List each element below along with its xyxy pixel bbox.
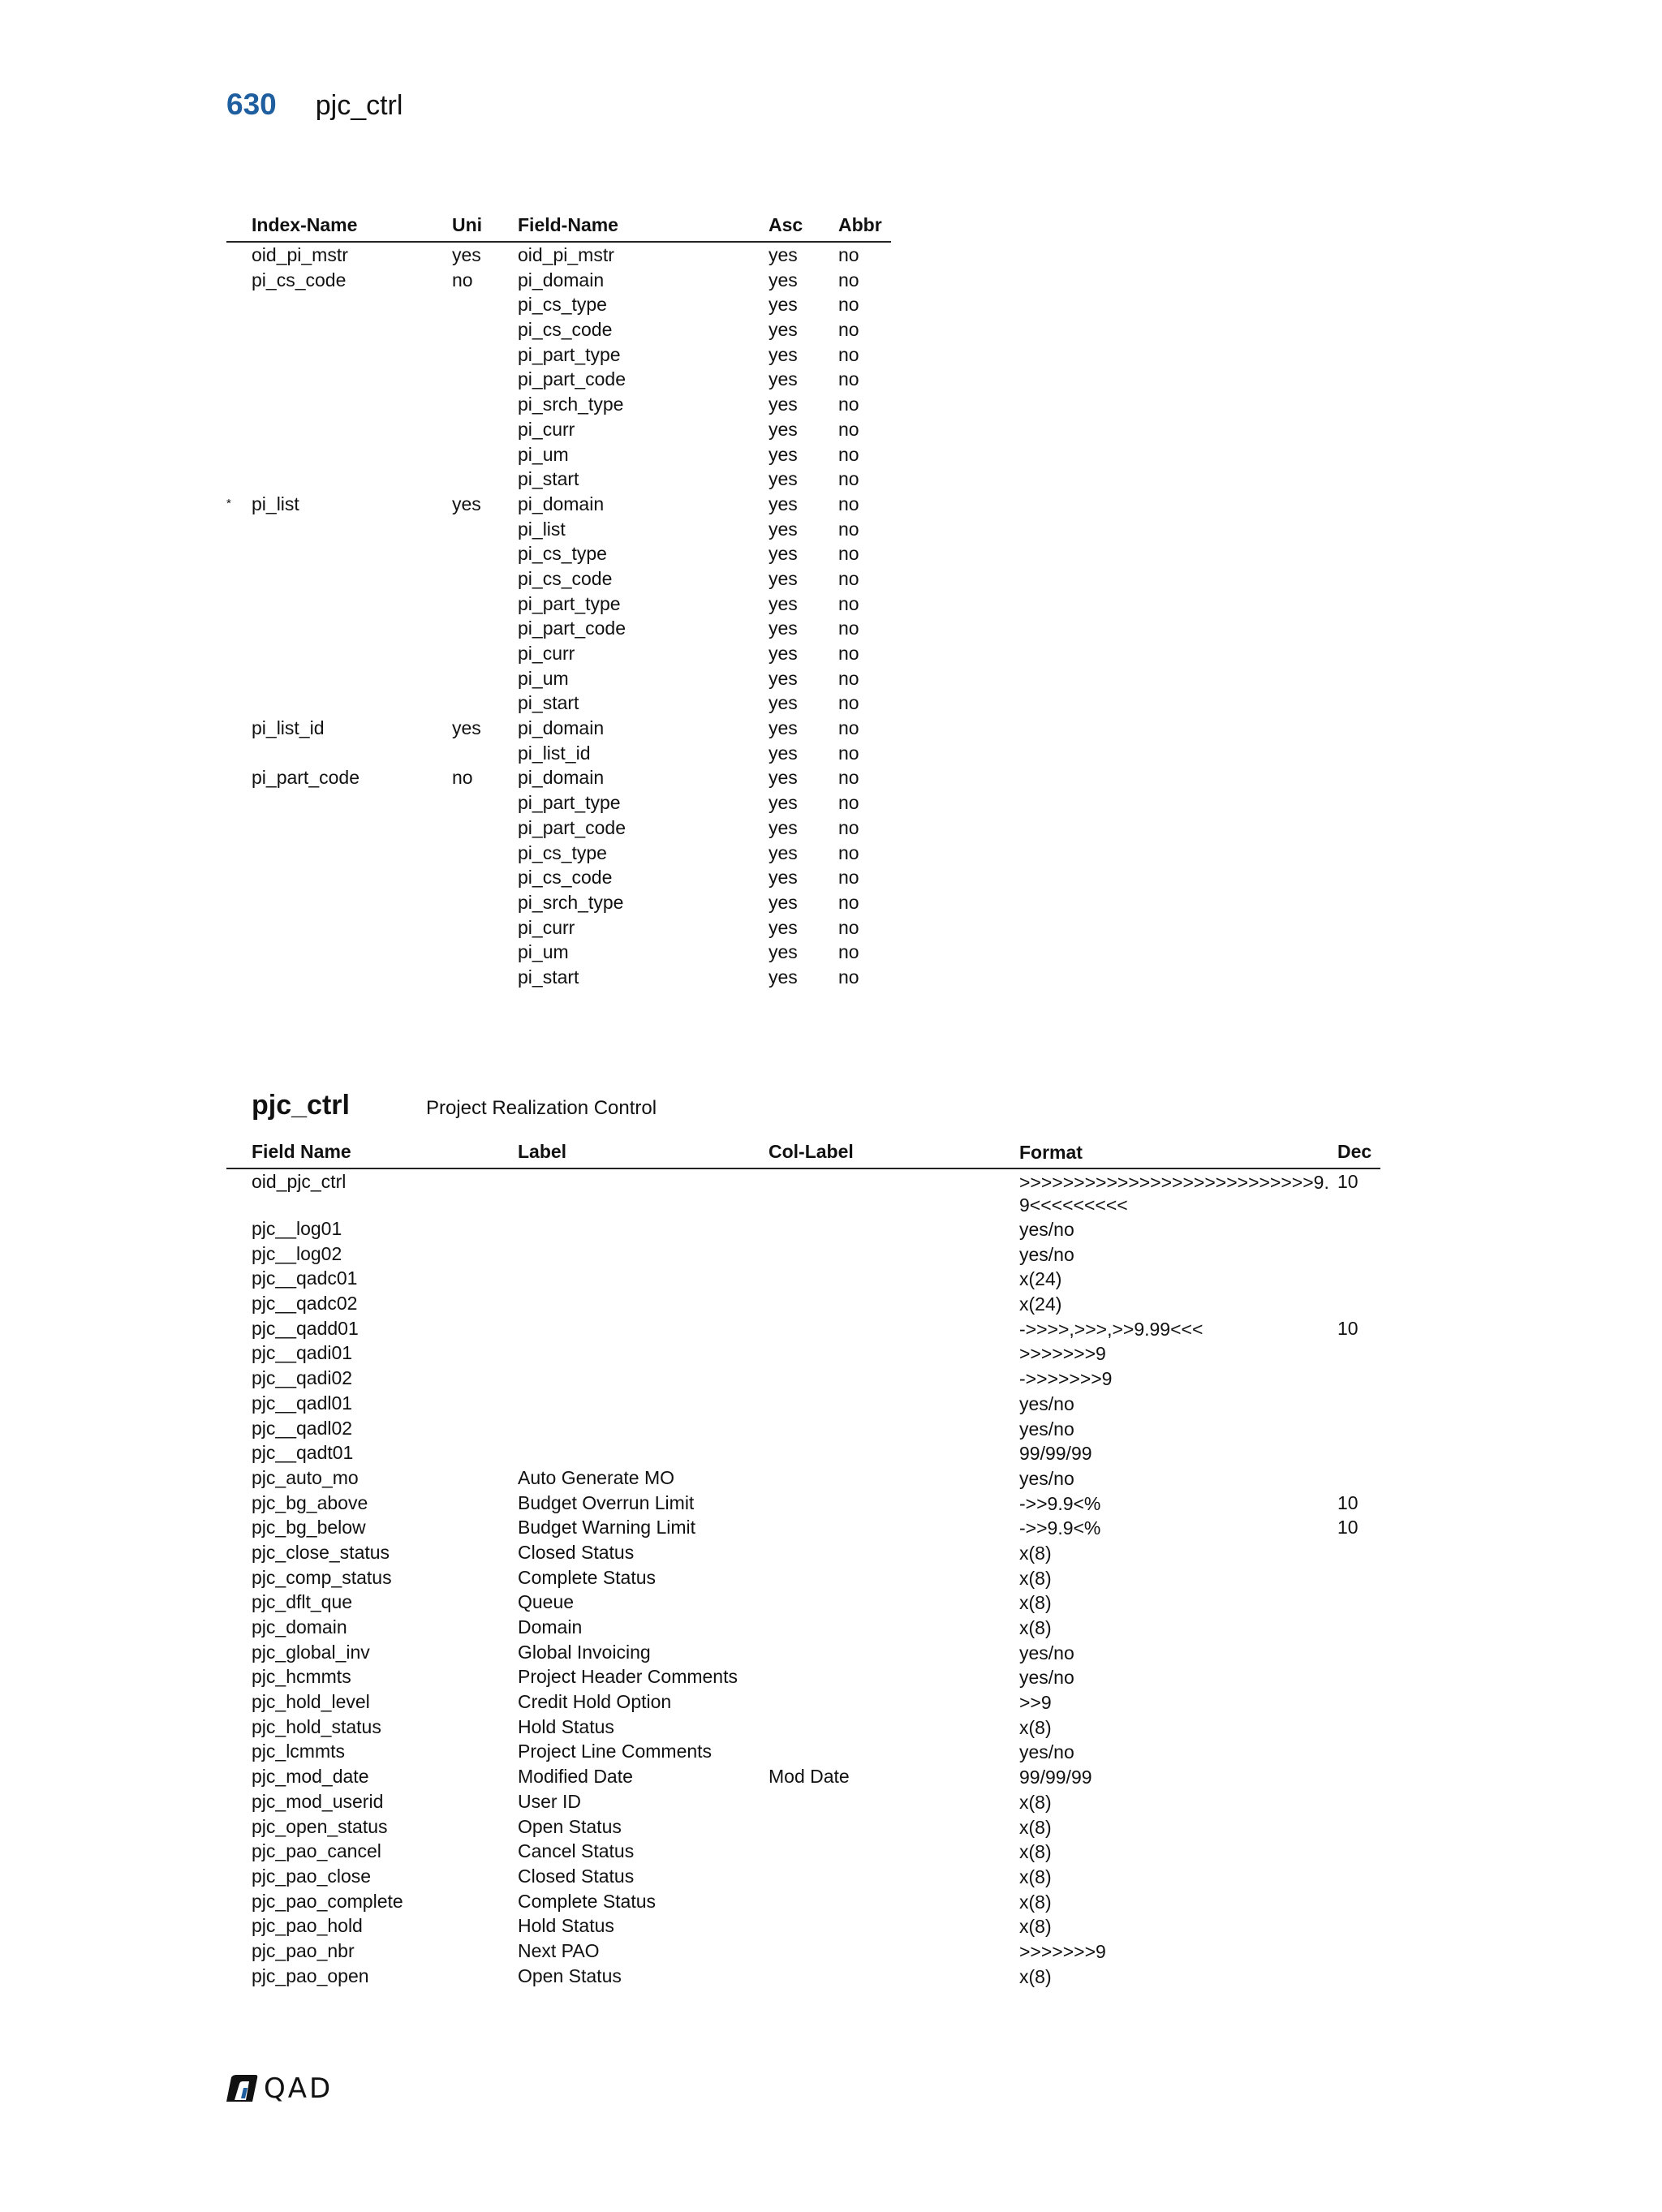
field-format-cell: x(8)	[1019, 1891, 1052, 1913]
table-description: Project Realization Control	[425, 1097, 657, 1119]
index-table-row	[226, 865, 891, 890]
index-abbr-cell: no	[838, 643, 859, 664]
index-table-row	[226, 816, 891, 841]
index-abbr-cell: no	[838, 493, 859, 514]
index-field-cell: pi_domain	[518, 767, 605, 789]
index-asc-cell: yes	[769, 294, 798, 316]
field-table-row	[226, 1291, 1380, 1316]
index-field-cell: pi_curr	[518, 418, 575, 440]
index-name-cell: pi_list_id	[252, 717, 325, 739]
index-asc-cell: yes	[769, 867, 798, 889]
field-format-cell: x(8)	[1019, 1916, 1052, 1938]
field-format-cell: x(8)	[1019, 1716, 1052, 1738]
header-label: Label	[518, 1141, 567, 1162]
index-field-cell: pi_domain	[518, 493, 605, 514]
field-table-row	[226, 1664, 1380, 1689]
header-asc: Asc	[769, 214, 803, 235]
index-asc-cell: yes	[769, 966, 798, 988]
index-asc-cell: yes	[769, 319, 798, 341]
field-label-cell: Auto Generate MO	[518, 1466, 675, 1488]
index-name-cell: oid_pi_mstr	[252, 244, 348, 265]
field-name-cell: pjc__qadi02	[252, 1367, 353, 1389]
index-field-cell: oid_pi_mstr	[518, 244, 614, 265]
index-table-row	[226, 492, 891, 517]
field-name-cell: pjc__qadt01	[252, 1442, 354, 1464]
index-table-row	[226, 641, 891, 666]
field-label-cell: Project Header Comments	[518, 1666, 738, 1688]
field-format-cell: yes/no	[1019, 1392, 1074, 1414]
field-name-cell: pjc_open_status	[252, 1815, 388, 1837]
index-asc-cell: yes	[769, 343, 798, 365]
field-name-cell: pjc__log02	[252, 1242, 342, 1264]
index-asc-cell: yes	[769, 643, 798, 664]
index-field-cell: pi_cs_type	[518, 543, 607, 565]
index-table-row	[226, 592, 891, 617]
index-abbr-cell: no	[838, 343, 859, 365]
field-table-row	[226, 1540, 1380, 1565]
field-table-row	[226, 1266, 1380, 1291]
index-field-cell: pi_um	[518, 443, 569, 465]
index-asc-cell: yes	[769, 543, 798, 565]
index-abbr-cell: no	[838, 269, 859, 290]
field-label-cell: Closed Status	[518, 1865, 635, 1887]
field-table-row	[226, 1640, 1380, 1665]
index-field-cell: pi_srch_type	[518, 891, 624, 913]
field-label-cell: Next PAO	[518, 1939, 600, 1961]
index-field-cell: pi_cs_code	[518, 867, 613, 889]
field-format-cell: 99/99/99	[1019, 1767, 1092, 1788]
field-format-cell: ->>9.9<%	[1019, 1492, 1101, 1514]
field-name-cell: pjc_comp_status	[252, 1566, 392, 1588]
field-name-cell: pjc_hcmmts	[252, 1666, 351, 1688]
index-asc-cell: yes	[769, 841, 798, 863]
index-name-cell: pi_cs_code	[252, 269, 347, 290]
index-table-row	[226, 566, 891, 592]
index-asc-cell: yes	[769, 792, 798, 814]
field-label-cell: Budget Warning Limit	[518, 1517, 696, 1539]
field-table-row	[226, 1465, 1380, 1491]
index-table-row	[226, 965, 891, 990]
index-field-cell: pi_curr	[518, 643, 575, 664]
field-table-row	[226, 1764, 1380, 1789]
index-asc-cell: yes	[769, 418, 798, 440]
header-index-name: Index-Name	[252, 214, 358, 235]
qad-logo	[225, 2072, 333, 2105]
index-abbr-cell: no	[838, 368, 859, 390]
index-table-row	[226, 467, 891, 492]
field-format-cell: >>>>>>>9	[1019, 1343, 1106, 1365]
index-abbr-cell: no	[838, 916, 859, 938]
index-uni-cell: no	[452, 269, 473, 290]
field-name-cell: pjc_pao_open	[252, 1965, 369, 1986]
field-format-cell: yes/no	[1019, 1418, 1074, 1440]
field-name-cell: pjc_mod_userid	[252, 1790, 384, 1812]
header-field-name: Field-Name	[518, 214, 618, 235]
field-table-row	[226, 1964, 1380, 1989]
index-abbr-cell: no	[838, 618, 859, 639]
index-asc-cell: yes	[769, 394, 798, 415]
header-uni: Uni	[452, 214, 483, 235]
index-field-cell: pi_cs_code	[518, 567, 613, 589]
field-format-cell: x(8)	[1019, 1592, 1052, 1614]
index-table-row	[226, 243, 891, 268]
index-table-body	[226, 243, 891, 990]
field-name-cell: pjc_mod_date	[252, 1766, 369, 1788]
index-table-row	[226, 541, 891, 566]
field-table-row	[226, 1590, 1380, 1615]
index-abbr-cell: no	[838, 294, 859, 316]
field-table-row	[226, 1913, 1380, 1939]
field-label-cell: Complete Status	[518, 1566, 657, 1588]
field-table-row	[226, 1864, 1380, 1889]
field-name-cell: pjc_pao_close	[252, 1865, 372, 1887]
field-format-cell: >>>>>>>>>>>>>>>>>>>>>>>>>>>9.9<<<<<<<<<	[1019, 1172, 1329, 1216]
index-abbr-cell: no	[838, 816, 859, 838]
index-asc-cell: yes	[769, 368, 798, 390]
index-table-header	[226, 213, 891, 243]
field-label-cell: Domain	[518, 1616, 583, 1637]
field-format-cell: >>9	[1019, 1692, 1052, 1714]
index-abbr-cell: no	[838, 867, 859, 889]
field-name-cell: oid_pjc_ctrl	[252, 1171, 347, 1192]
index-field-cell: pi_um	[518, 941, 569, 963]
field-table-row	[226, 1216, 1380, 1242]
index-table-row	[226, 342, 891, 368]
field-format-cell: ->>>>,>>>,>>9.99<<<	[1019, 1318, 1203, 1340]
field-format-cell: x(8)	[1019, 1841, 1052, 1863]
index-table-row	[226, 367, 891, 392]
field-table-row	[226, 1242, 1380, 1267]
field-format-cell: x(8)	[1019, 1567, 1052, 1589]
index-field-cell: pi_list_id	[518, 742, 591, 764]
index-field-cell: pi_um	[518, 667, 569, 689]
field-table-row	[226, 1889, 1380, 1914]
header-col-label: Col-Label	[769, 1141, 854, 1162]
index-table-row	[226, 666, 891, 691]
index-uni-cell: no	[452, 767, 473, 789]
field-name-cell: pjc_pao_nbr	[252, 1939, 355, 1961]
index-table-row	[226, 691, 891, 716]
field-name-cell: pjc_dflt_que	[252, 1591, 353, 1613]
index-abbr-cell: no	[838, 319, 859, 341]
index-table-row	[226, 392, 891, 417]
index-name-cell: pi_part_code	[252, 767, 360, 789]
field-name-cell: pjc__qadl02	[252, 1417, 353, 1439]
index-abbr-cell: no	[838, 941, 859, 963]
field-format-cell: x(24)	[1019, 1268, 1062, 1290]
field-format-cell: ->>9.9<%	[1019, 1517, 1101, 1539]
field-name-cell: pjc_hold_status	[252, 1715, 381, 1737]
index-abbr-cell: no	[838, 443, 859, 465]
field-name-cell: pjc_domain	[252, 1616, 347, 1637]
index-asc-cell: yes	[769, 916, 798, 938]
field-table-row	[226, 1789, 1380, 1814]
field-label-cell: Closed Status	[518, 1541, 635, 1563]
field-name-cell: pjc_pao_complete	[252, 1890, 403, 1912]
index-asc-cell: yes	[769, 692, 798, 714]
field-format-cell: x(8)	[1019, 1816, 1052, 1838]
index-abbr-cell: no	[838, 767, 859, 789]
page-title: pjc_ctrl	[315, 90, 403, 121]
index-field-cell: pi_start	[518, 692, 579, 714]
field-format-cell: yes/no	[1019, 1667, 1074, 1689]
field-label-cell: Complete Status	[518, 1890, 657, 1912]
index-asc-cell: yes	[769, 717, 798, 739]
index-field-cell: pi_domain	[518, 717, 605, 739]
field-name-cell: pjc_global_inv	[252, 1641, 370, 1663]
index-table-row	[226, 841, 891, 866]
field-format-cell: x(8)	[1019, 1542, 1052, 1564]
field-dec-cell: 10	[1337, 1491, 1358, 1513]
field-label-cell: Hold Status	[518, 1715, 614, 1737]
field-table	[226, 1139, 1380, 1988]
header-dec: Dec	[1337, 1141, 1372, 1162]
index-abbr-cell: no	[838, 667, 859, 689]
field-name-cell: pjc_bg_above	[252, 1491, 368, 1513]
index-field-cell: pi_cs_type	[518, 294, 607, 316]
field-table-row	[226, 1565, 1380, 1590]
index-asc-cell: yes	[769, 468, 798, 490]
field-format-cell: 99/99/99	[1019, 1443, 1092, 1465]
index-abbr-cell: no	[838, 692, 859, 714]
index-field-cell: pi_srch_type	[518, 394, 624, 415]
field-table-row	[226, 1440, 1380, 1465]
field-label-cell: Open Status	[518, 1965, 622, 1986]
index-field-cell: pi_start	[518, 468, 579, 490]
field-name-cell: pjc_lcmmts	[252, 1741, 346, 1762]
field-table-row	[226, 1515, 1380, 1540]
index-field-cell: pi_part_code	[518, 816, 626, 838]
index-uni-cell: yes	[452, 493, 481, 514]
field-format-cell: yes/no	[1019, 1642, 1074, 1663]
field-dec-cell: 10	[1337, 1517, 1358, 1539]
index-abbr-cell: no	[838, 966, 859, 988]
index-asc-cell: yes	[769, 493, 798, 514]
field-dec-cell: 10	[1337, 1171, 1358, 1192]
field-name-cell: pjc__qadc01	[252, 1267, 358, 1289]
page-header	[226, 88, 403, 128]
field-table-row	[226, 1366, 1380, 1391]
index-asc-cell: yes	[769, 518, 798, 540]
index-asc-cell: yes	[769, 592, 798, 614]
field-label-cell: Cancel Status	[518, 1840, 635, 1862]
field-table-row	[226, 1839, 1380, 1864]
index-field-cell: pi_part_type	[518, 592, 621, 614]
field-table-row	[226, 1491, 1380, 1516]
index-table-row	[226, 292, 891, 317]
index-field-cell: pi_start	[518, 966, 579, 988]
index-table-row	[226, 268, 891, 293]
index-asc-cell: yes	[769, 443, 798, 465]
index-table-row	[226, 765, 891, 790]
field-col-label-cell: Mod Date	[769, 1766, 850, 1788]
field-name-cell: pjc_bg_below	[252, 1517, 366, 1539]
index-uni-cell: yes	[452, 244, 481, 265]
index-uni-cell: yes	[452, 717, 481, 739]
qad-logo-icon	[225, 2074, 259, 2103]
index-table-row	[226, 741, 891, 766]
field-table-row	[226, 1814, 1380, 1840]
index-abbr-cell: no	[838, 792, 859, 814]
index-unique-marker: *	[226, 496, 231, 510]
index-table-row	[226, 517, 891, 542]
index-table-row	[226, 317, 891, 342]
logo-text: QAD	[264, 2072, 334, 2105]
field-format-cell: >>>>>>>9	[1019, 1940, 1106, 1962]
field-table-row	[226, 1316, 1380, 1341]
index-asc-cell: yes	[769, 567, 798, 589]
index-field-cell: pi_cs_code	[518, 319, 613, 341]
field-label-cell: Budget Overrun Limit	[518, 1491, 695, 1513]
field-label-cell: Credit Hold Option	[518, 1691, 672, 1713]
field-name-cell: pjc__qadi01	[252, 1342, 353, 1364]
table-title	[252, 1090, 657, 1121]
index-field-cell: pi_part_code	[518, 618, 626, 639]
index-table-row	[226, 790, 891, 816]
field-name-cell: pjc__qadc02	[252, 1293, 358, 1315]
field-name-cell: pjc__log01	[252, 1218, 342, 1239]
index-table-row	[226, 716, 891, 741]
field-format-cell: yes/no	[1019, 1741, 1074, 1763]
index-asc-cell: yes	[769, 891, 798, 913]
field-table-row	[226, 1715, 1380, 1740]
index-asc-cell: yes	[769, 816, 798, 838]
index-asc-cell: yes	[769, 244, 798, 265]
index-field-cell: pi_part_type	[518, 343, 621, 365]
index-abbr-cell: no	[838, 567, 859, 589]
index-asc-cell: yes	[769, 667, 798, 689]
index-field-cell: pi_part_code	[518, 368, 626, 390]
field-name-cell: pjc_auto_mo	[252, 1466, 359, 1488]
field-table-row	[226, 1391, 1380, 1416]
field-table-row	[226, 1939, 1380, 1964]
index-abbr-cell: no	[838, 841, 859, 863]
index-field-cell: pi_curr	[518, 916, 575, 938]
index-abbr-cell: no	[838, 717, 859, 739]
index-field-cell: pi_cs_type	[518, 841, 607, 863]
field-name-cell: pjc__qadd01	[252, 1317, 359, 1339]
index-asc-cell: yes	[769, 941, 798, 963]
index-table-row	[226, 915, 891, 940]
index-abbr-cell: no	[838, 418, 859, 440]
index-name-cell: pi_list	[252, 493, 299, 514]
field-table-header	[226, 1139, 1380, 1169]
field-format-cell: ->>>>>>>9	[1019, 1368, 1113, 1390]
index-abbr-cell: no	[838, 592, 859, 614]
field-table-body	[226, 1169, 1380, 1988]
index-table-row	[226, 417, 891, 442]
field-label-cell: Open Status	[518, 1815, 622, 1837]
field-label-cell: Global Invoicing	[518, 1641, 651, 1663]
index-asc-cell: yes	[769, 767, 798, 789]
index-field-cell: pi_domain	[518, 269, 605, 290]
table-name: pjc_ctrl	[252, 1090, 350, 1121]
index-table-row	[226, 442, 891, 467]
index-table-row	[226, 616, 891, 641]
index-asc-cell: yes	[769, 618, 798, 639]
index-asc-cell: yes	[769, 742, 798, 764]
index-abbr-cell: no	[838, 468, 859, 490]
field-label-cell: Hold Status	[518, 1915, 614, 1937]
field-label-cell: User ID	[518, 1790, 581, 1812]
index-table-row	[226, 890, 891, 915]
index-abbr-cell: no	[838, 394, 859, 415]
field-table-row	[226, 1739, 1380, 1764]
index-table-row	[226, 940, 891, 965]
index-abbr-cell: no	[838, 518, 859, 540]
field-table-row	[226, 1615, 1380, 1640]
index-table	[226, 213, 891, 990]
index-asc-cell: yes	[769, 269, 798, 290]
field-name-cell: pjc__qadl01	[252, 1392, 353, 1414]
field-table-row	[226, 1416, 1380, 1441]
field-dec-cell: 10	[1337, 1317, 1358, 1339]
field-name-cell: pjc_hold_level	[252, 1691, 370, 1713]
index-field-cell: pi_list	[518, 518, 566, 540]
header-field-name: Field Name	[252, 1141, 351, 1162]
index-abbr-cell: no	[838, 244, 859, 265]
index-abbr-cell: no	[838, 891, 859, 913]
field-table-row	[226, 1169, 1380, 1216]
field-format-cell: x(24)	[1019, 1293, 1062, 1315]
field-label-cell: Project Line Comments	[518, 1741, 713, 1762]
page-number: 630	[226, 88, 277, 121]
index-abbr-cell: no	[838, 543, 859, 565]
index-abbr-cell: no	[838, 742, 859, 764]
field-table-row	[226, 1689, 1380, 1715]
field-table-row	[226, 1341, 1380, 1366]
field-name-cell: pjc_pao_cancel	[252, 1840, 381, 1862]
field-name-cell: pjc_pao_hold	[252, 1915, 363, 1937]
field-format-cell: x(8)	[1019, 1791, 1052, 1813]
field-name-cell: pjc_close_status	[252, 1541, 390, 1563]
field-label-cell: Modified Date	[518, 1766, 633, 1788]
field-format-cell: x(8)	[1019, 1866, 1052, 1887]
field-format-cell: x(8)	[1019, 1965, 1052, 1987]
field-format-cell: yes/no	[1019, 1219, 1074, 1240]
field-format-cell: yes/no	[1019, 1243, 1074, 1265]
field-label-cell: Queue	[518, 1591, 575, 1613]
field-format-cell: x(8)	[1019, 1617, 1052, 1638]
field-format-cell: yes/no	[1019, 1467, 1074, 1489]
header-format: Format	[1019, 1142, 1083, 1163]
index-field-cell: pi_part_type	[518, 792, 621, 814]
header-abbr: Abbr	[838, 214, 882, 235]
